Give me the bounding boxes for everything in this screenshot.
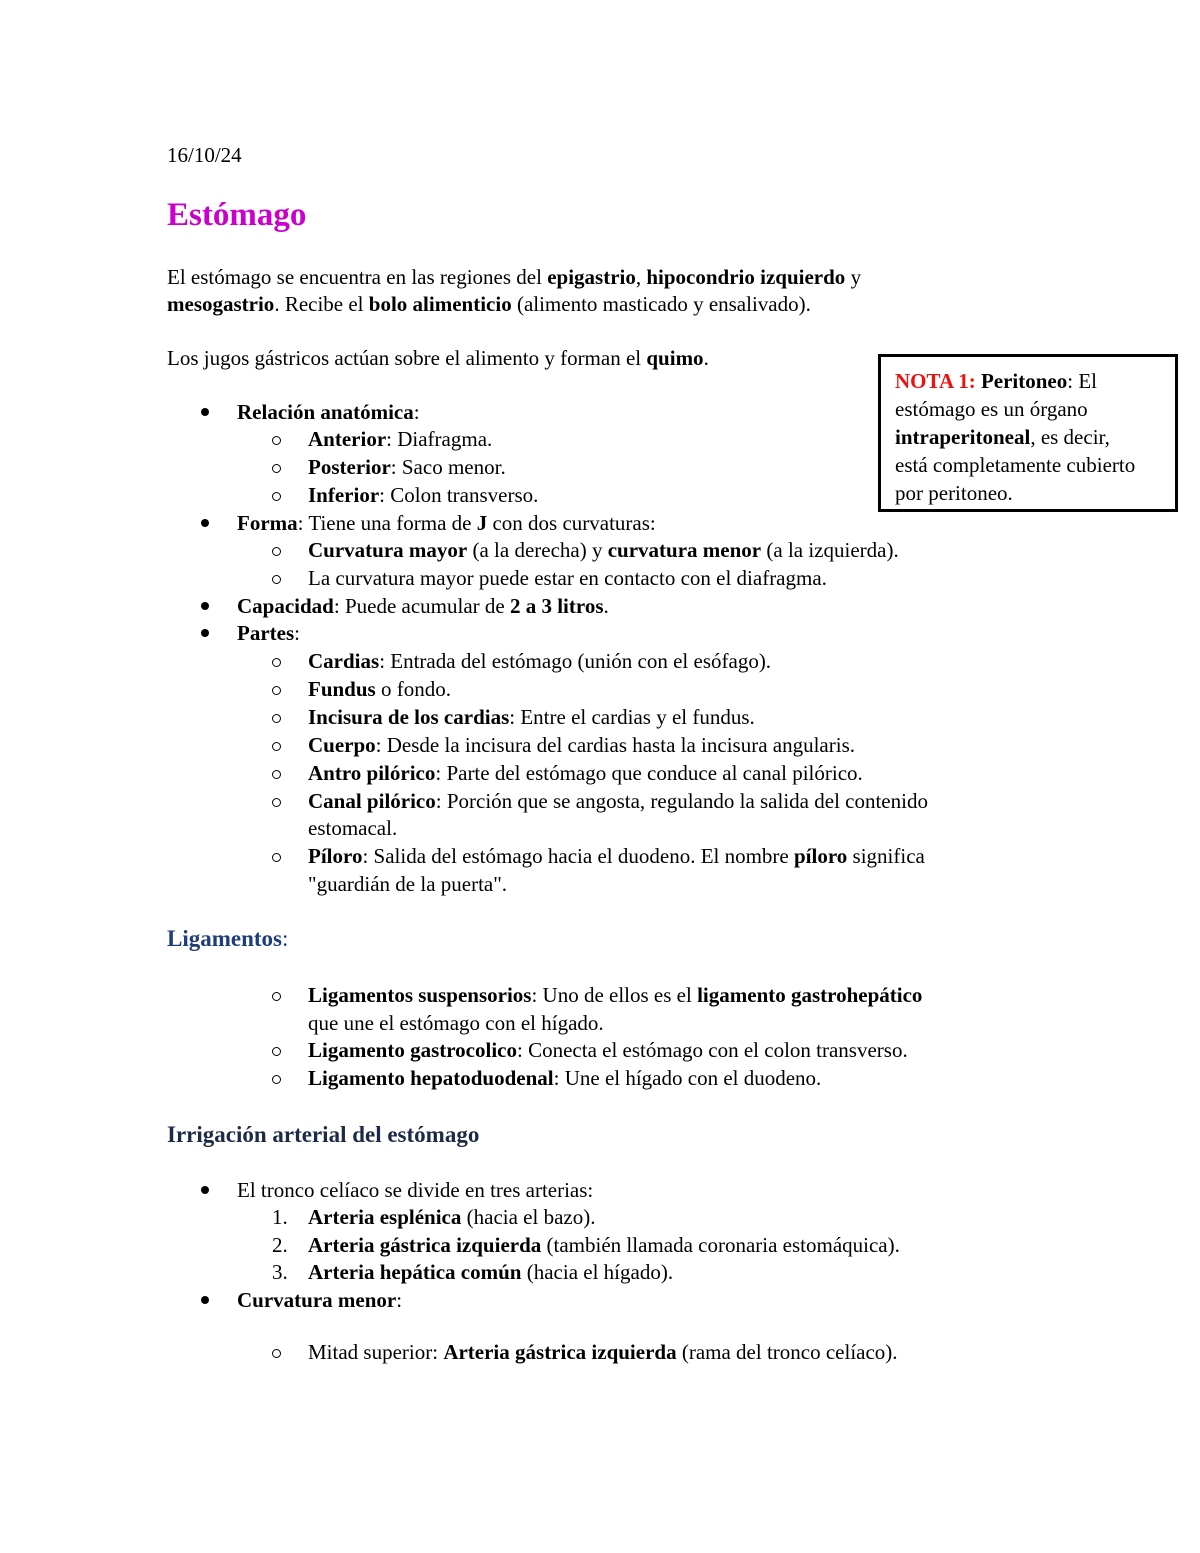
bullet-icon: [201, 602, 209, 610]
circle-bullet-icon: [272, 1047, 281, 1056]
list-item-forma: Forma: Tiene una forma de J con dos curvaturas:: [237, 511, 656, 535]
list-item-piloro: Píloro: Salida del estómago hacia el duodeno. El nombre píloro significa: [308, 844, 925, 868]
list-item-canal-cont: estomacal.: [308, 816, 398, 840]
section-heading-irrigacion: Irrigación arterial del estómago: [167, 1122, 480, 1147]
list-item-curvatura-mayor-contacto: La curvatura mayor puede estar en contacto con el diafragma.: [308, 566, 827, 590]
circle-bullet-icon: [272, 798, 281, 807]
page-title: Estómago: [167, 197, 307, 233]
list-item-relacion: Relación anatómica:: [237, 400, 420, 424]
list-item-cardias: Cardias: Entrada del estómago (unión con el esófago).: [308, 649, 772, 673]
circle-bullet-icon: [272, 742, 281, 751]
note-line-2: estómago es un órgano: [895, 397, 1088, 421]
list-item-antro: Antro pilórico: Parte del estómago que conduce al canal pilórico.: [308, 761, 863, 785]
list-item-curvaturas: Curvatura mayor (a la derecha) y curvatura menor (a la izquierda).: [308, 538, 899, 562]
bullet-icon: [201, 519, 209, 527]
list-item-inferior: Inferior: Colon transverso.: [308, 483, 539, 507]
circle-bullet-icon: [272, 436, 281, 445]
circle-bullet-icon: [272, 1075, 281, 1084]
list-item-fundus: Fundus o fondo.: [308, 677, 451, 701]
circle-bullet-icon: [272, 658, 281, 667]
bullet-icon: [201, 1296, 209, 1304]
list-item-lig-suspensorios-cont: que une el estómago con el hígado.: [308, 1011, 604, 1035]
list-item-lig-suspensorios: Ligamentos suspensorios: Uno de ellos es el ligamento gastrohepático: [308, 983, 923, 1007]
circle-bullet-icon: [272, 492, 281, 501]
list-item-piloro-cont: "guardián de la puerta".: [308, 872, 508, 896]
list-item-capacidad: Capacidad: Puede acumular de 2 a 3 litros.: [237, 594, 609, 618]
circle-bullet-icon: [272, 770, 281, 779]
note-box: [878, 354, 1178, 512]
list-item-arteria-esplenica: Arteria esplénica (hacia el bazo).: [308, 1205, 596, 1229]
document-date: 16/10/24: [167, 143, 242, 167]
bullet-icon: [201, 629, 209, 637]
list-item-lig-gastrocolico: Ligamento gastrocolico: Conecta el estómago con el colon transverso.: [308, 1038, 908, 1062]
circle-bullet-icon: [272, 686, 281, 695]
circle-bullet-icon: [272, 575, 281, 584]
bullet-icon: [201, 1186, 209, 1194]
intro-line-2: mesogastrio. Recibe el bolo alimenticio (alimento masticado y ensalivado).: [167, 292, 811, 316]
circle-bullet-icon: [272, 853, 281, 862]
list-item-tronco-celiaco: El tronco celíaco se divide en tres arterias:: [237, 1178, 594, 1202]
list-item-posterior: Posterior: Saco menor.: [308, 455, 506, 479]
circle-bullet-icon: [272, 464, 281, 473]
note-line-4: está completamente cubierto: [895, 453, 1136, 477]
list-item-curvatura-menor: Curvatura menor:: [237, 1288, 403, 1312]
circle-bullet-icon: [272, 714, 281, 723]
list-item-arteria-hepatica: Arteria hepática común (hacia el hígado).: [308, 1260, 674, 1284]
list-number: 3.: [272, 1260, 288, 1284]
list-item-lig-hepatoduodenal: Ligamento hepatoduodenal: Une el hígado con el duodeno.: [308, 1066, 822, 1090]
circle-bullet-icon: [272, 992, 281, 1001]
note-line-1: NOTA 1: Peritoneo: El: [895, 369, 1097, 393]
list-item-incisura: Incisura de los cardias: Entre el cardias y el fundus.: [308, 705, 755, 729]
note-line-5: por peritoneo.: [895, 481, 1013, 505]
list-item-anterior: Anterior: Diafragma.: [308, 427, 493, 451]
note-line-3: intraperitoneal, es decir,: [895, 425, 1110, 449]
circle-bullet-icon: [272, 1349, 281, 1358]
section-heading-ligamentos: Ligamentos:: [167, 926, 289, 951]
intro-line-3: Los jugos gástricos actúan sobre el alimento y forman el quimo.: [167, 346, 709, 370]
circle-bullet-icon: [272, 547, 281, 556]
list-number: 2.: [272, 1233, 288, 1257]
list-item-partes: Partes:: [237, 621, 300, 645]
bullet-icon: [201, 408, 209, 416]
list-item-arteria-gastrica: Arteria gástrica izquierda (también llamada coronaria estomáquica).: [308, 1233, 900, 1257]
intro-line-1: El estómago se encuentra en las regiones del epigastrio, hipocondrio izquierdo y: [167, 265, 862, 289]
list-item-cuerpo: Cuerpo: Desde la incisura del cardias hasta la incisura angularis.: [308, 733, 855, 757]
list-item-mitad-superior: Mitad superior: Arteria gástrica izquierda (rama del tronco celíaco).: [308, 1340, 898, 1364]
list-number: 1.: [272, 1205, 288, 1229]
list-item-canal: Canal pilórico: Porción que se angosta, regulando la salida del contenido: [308, 789, 928, 813]
